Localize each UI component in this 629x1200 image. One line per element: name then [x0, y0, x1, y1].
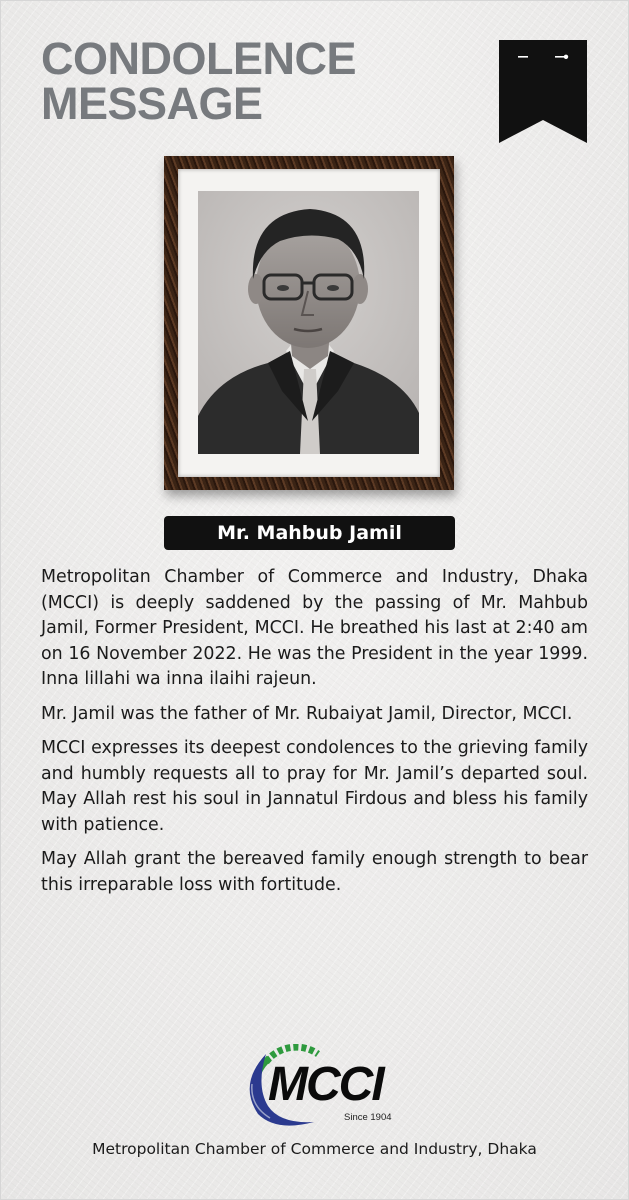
- footer-organization: Metropolitan Chamber of Commerce and Industry, Dhaka: [92, 1140, 537, 1158]
- title-line-2: MESSAGE: [41, 78, 263, 129]
- portrait-mat: [178, 169, 440, 477]
- portrait-frame: [164, 156, 454, 490]
- message-paragraph: MCCI expresses its deepest condolences to the grieving family and humbly requests all to pray for Mr. Jamil’s departed soul. May Allah rest his soul in Jannatul Firdous and bless his family with patience.: [41, 738, 588, 835]
- title-line-1: CONDOLENCE: [41, 33, 357, 84]
- logo-since: Since 1904: [344, 1112, 392, 1123]
- mourning-ribbon-icon: [499, 40, 587, 143]
- condolence-message: [41, 565, 588, 907]
- name-caption: Mr. Mahbub Jamil: [164, 516, 455, 550]
- message-paragraph: Mr. Jamil was the father of Mr. Rubaiyat Jamil, Director, MCCI.: [41, 703, 573, 724]
- mcci-logo-text: MCCI: [268, 1058, 383, 1111]
- portrait-photo: [198, 191, 419, 454]
- message-paragraph: Metropolitan Chamber of Commerce and Industry, Dhaka (MCCI) is deeply saddened by the passing of Mr. Mahbub Jamil, Former President, MCCI. He breathed his last at 2:40 am on 16 November 2022. He was the President in the year 1999. Inna lillahi wa inna ilaihi rajeun.: [41, 567, 588, 689]
- message-paragraph: May Allah grant the bereaved family enough strength to bear this irreparable loss with fortitude.: [41, 849, 588, 895]
- page-title: [41, 33, 461, 129]
